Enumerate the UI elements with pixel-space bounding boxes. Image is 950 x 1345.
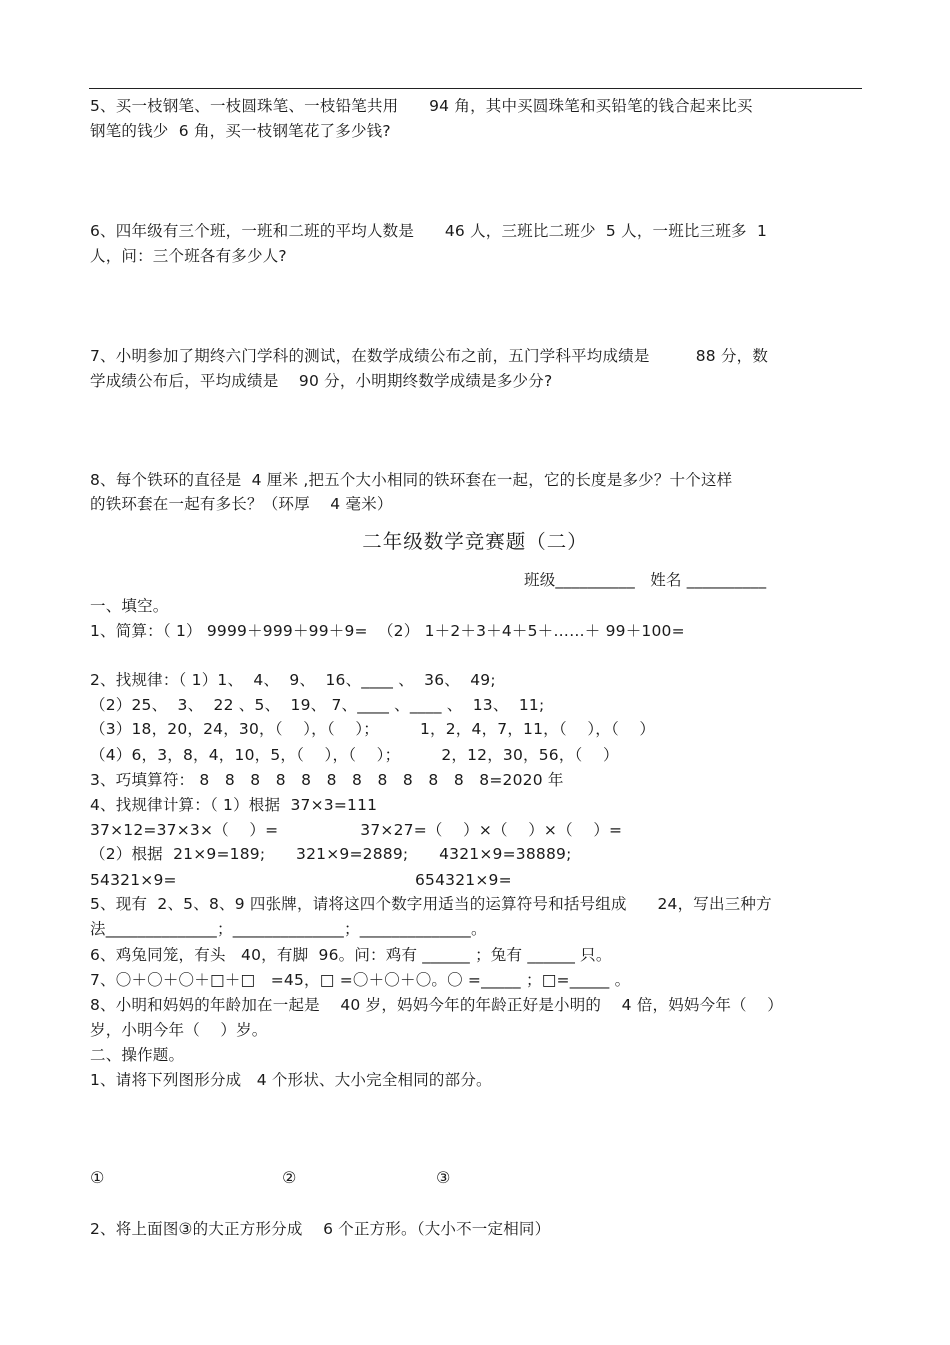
q5-line-1: 5、买一枝钢笔、一枝圆珠笔、一枝铅笔共用 94 角，其中买圆珠笔和买铅笔的钱合起来比买	[90, 97, 753, 115]
fill-q5-line-2: 法______________；______________；______________。	[90, 920, 487, 938]
class-name-line: 班级__________ 姓名 __________	[524, 571, 767, 589]
q6-line-1: 6、四年级有三个班，一班和二班的平均人数是 46 人，三班比二班少 5 人，一班比三班多 1	[90, 222, 768, 240]
q7-line-2: 学成绩公布后，平均成绩是 90 分，小明期终数学成绩是多少分?	[90, 372, 553, 390]
q5-line-2: 钢笔的钱少 6 角，买一枝钢笔花了多少钱?	[90, 122, 391, 140]
fill-q7: 7、〇＋〇＋〇＋□＋□ =45，□ =〇＋〇＋〇。〇 =_____ ；□=_____ 。	[90, 971, 631, 989]
fill-q2-line-2: （2）25、 3、 22 、5、 19、 7、____ 、____ 、 13、 11;	[90, 696, 545, 714]
fill-q4-line-3: （2）根据 21×9=189; 321×9=2889; 4321×9=38889;	[90, 845, 572, 863]
fill-q2-line-1: 2、找规律：（ 1）1、 4、 9、 16、____ 、 36、 49;	[90, 671, 496, 689]
fill-q6: 6、鸡兔同笼，有头 40，有脚 96。问：鸡有 ______ ；兔有 ______ 只。	[90, 946, 612, 964]
q6-line-2: 人，问：三个班各有多少人?	[90, 247, 287, 265]
q8-line-2: 的铁环套在一起有多长？（环厚 4 毫米）	[90, 495, 393, 513]
q8-line-1: 8、每个铁环的直径是 4 厘米 ,把五个大小相同的铁环套在一起，它的长度是多少？十个这样	[90, 471, 733, 489]
fill-q3: 3、巧填算符： 8 8 8 8 8 8 8 8 8 8 8 8=2020 年	[90, 771, 564, 789]
figure-label-1: ①	[90, 1168, 105, 1187]
fill-q4-line-2: 37×12=37×3×（ ）= 37×27=（ ）×（ ）×（ ）=	[90, 821, 623, 839]
operation-q1: 1、请将下列图形分成 4 个形状、大小完全相同的部分。	[90, 1071, 492, 1089]
fill-q8-line-1: 8、小明和妈妈的年龄加在一起是 40 岁，妈妈今年的年龄正好是小明的 4 倍，妈妈今年（ ）	[90, 996, 783, 1014]
section1-heading: 一、填空。	[90, 597, 169, 615]
fill-q4-line-4a: 54321×9=	[90, 871, 177, 889]
page-title: 二年级数学竞赛题（二）	[362, 530, 588, 553]
figure-label-3: ③	[436, 1168, 451, 1187]
top-rule	[89, 88, 862, 89]
fill-q5-line-1: 5、现有 2、5、8、9 四张牌，请将这四个数字用适当的运算符号和括号组成 24，写出三种方	[90, 895, 772, 913]
fill-q4-line-4b: 654321×9=	[415, 871, 512, 889]
fill-q2-line-4: （4）6，3，8，4，10，5，（ ），（ ）； 2，12，30，56，（ ）	[90, 746, 619, 764]
fill-q1: 1、简算：（ 1） 9999＋999＋99＋9= （2） 1＋2＋3＋4＋5＋……＋ 99＋100=	[90, 622, 685, 640]
fill-q8-line-2: 岁，小明今年（ ）岁。	[90, 1021, 268, 1039]
q7-line-1: 7、小明参加了期终六门学科的测试，在数学成绩公布之前，五门学科平均成绩是 88 分，数	[90, 347, 769, 365]
figure-label-2: ②	[282, 1168, 297, 1187]
fill-q4-line-1: 4、找规律计算：（ 1）根据 37×3=111	[90, 796, 378, 814]
fill-q2-line-3: （3）18，20，24，30，（ ），（ ）； 1，2，4，7，11，（ ），（ ）	[90, 720, 656, 738]
section2-heading: 二、操作题。	[90, 1046, 185, 1064]
operation-q2: 2、将上面图③的大正方形分成 6 个正方形。（大小不一定相同）	[90, 1220, 551, 1238]
